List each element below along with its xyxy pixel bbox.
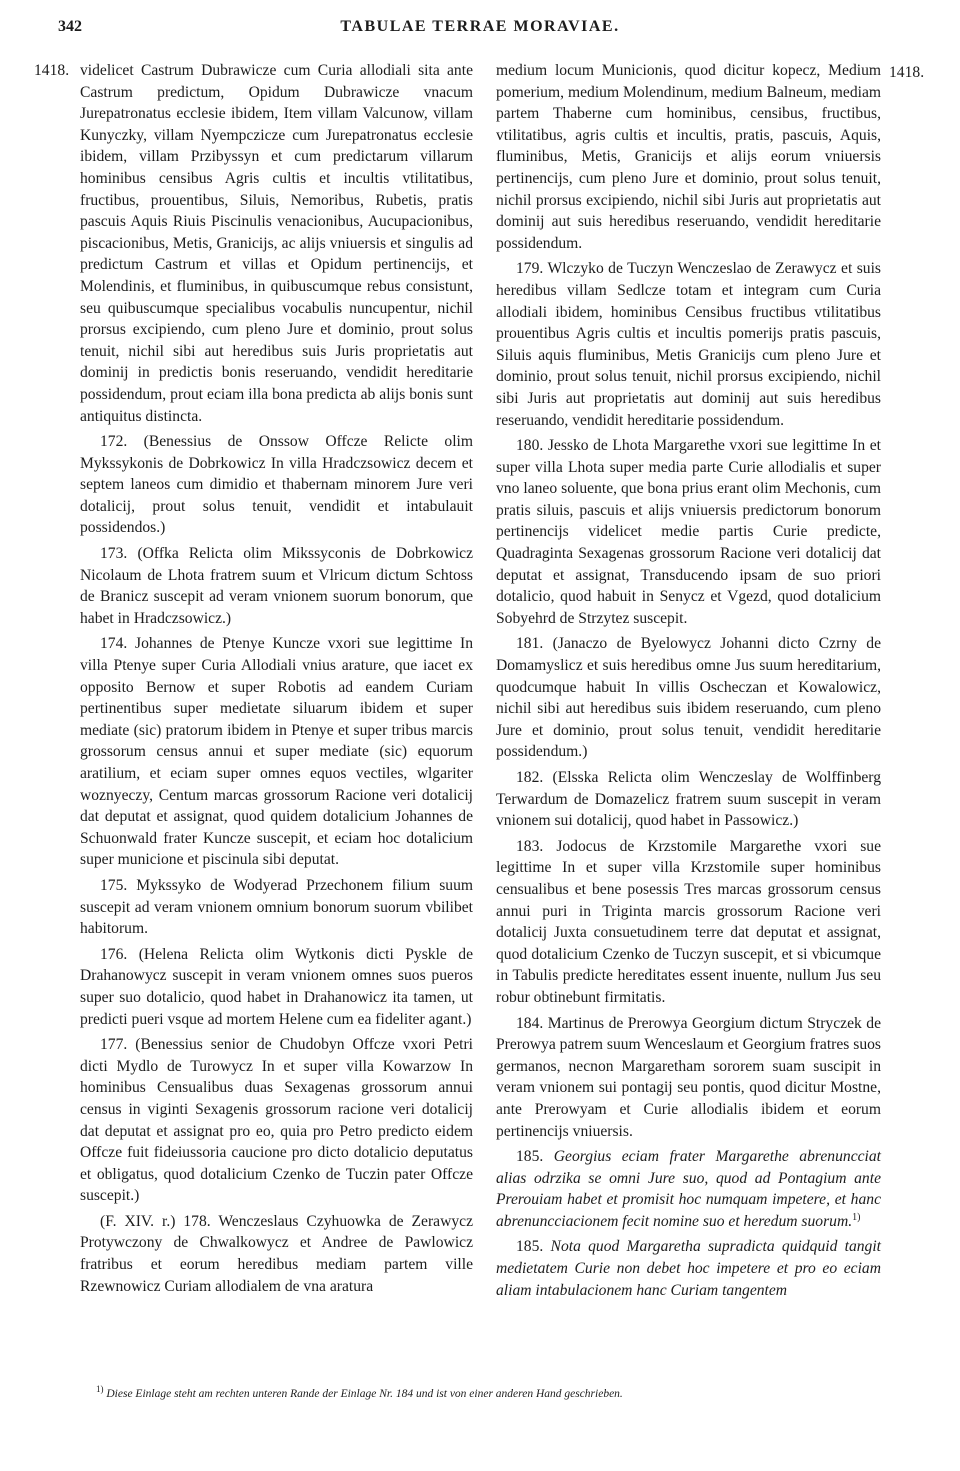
entry-184: 184. Martinus de Prerowya Georgium dictum Stryczek de Prerowya patrem suum Wenceslaum et Georgium fratres suos germanos, necnon Margaretham sororem suam suscipit in veram vnionem sui pontagij seu pontis, quod dicitur Mostne, ante Prerowyam et Curie allodialis ibidem et eorum pertinencijs vniuersis. xyxy=(496,1014,881,1140)
footnote-marker: 1) xyxy=(96,1384,104,1394)
entry-continuation-left: videlicet Castrum Dubrawicze cum Curia allodiali sita ante Castrum predictum, Opidum Dubrawicze vnacum Jurepatronatus ecclesie ibidem, Item villam Valcunow, villam Kunyczky, villam Nyempczicze cum Jurepatronatus ecclesie ibidem, villam Przibyssyn et cum predictarum villarum hominibus censibus Agris cultis et incultis vtilitatibus, fructibus, prouentibus, Siluis, Nemoribus, Rubetis, pratis pascuis Aquis Riuis Piscinulis venacionibus, Aucupacionibus, piscacionibus, Metis, Granicijs, ac alijs vniuersis et singulis ad predictum Castrum et villas et Opidum pertinencijs, et Molendinis, et fluminibus, in quibuscumque rebus consistunt, seu quibuscumque specialibus vocabulis nuncupentur, nichil prorsus excipiendo, cum pleno Jure et dominio, prout solus tenuit, nichil sibi aut heredibus suis Juris proprietatis aut dominij in predictis bonis reseruando, vendidit hereditarie possidendum, prout eciam illa bona predicta ab alijs bonis sunt antiquitus distincta. xyxy=(80,62,473,425)
running-title: TABULAE TERRAE MORAVIAE. xyxy=(340,18,620,35)
entry-175: 175. Mykssyko de Wodyerad Przechonem filium suum suscepit ad veram vnionem omnium bonorum suorum vbilibet habitorum. xyxy=(80,876,473,938)
entry-182: 182. (Elsska Relicta olim Wenczeslay de Wolffinberg Terwardum de Domazelicz fratrem suum suscepit in veram vnionem sui dotalicij, quod habet in Passowicz.) xyxy=(496,769,881,830)
entry-185-insert xyxy=(496,1146,881,1232)
footnote-text: Diese Einlage steht am rechten unteren Rande der Einlage Nr. 184 und ist von einer anderen Hand geschrieben. xyxy=(106,1387,623,1400)
entry-185-note-number: 185. xyxy=(516,1238,544,1256)
entry-180: 180. Jessko de Lhota Margarethe vxori sue legittime In et super villa Lhota super media parte Curie allodialis et super vno laneo soluente, que bona prius erant olim Mechonis, cum pratis siluis, pascuis et alijs vniuersis predictorum bonorum pertinencijs videlicet medie partis Curie predicte, Quadraginta Sexagenas grossorum Racione veri dotalicij dat deputat et assignat, Transducendo ipsam de suo priori dotalicio, quod habuit in Senycz et Vgezd, quod dotalicium Sobyehrd de Strzytez suscepit. xyxy=(496,437,881,627)
margin-year-right: 1418. xyxy=(889,64,925,81)
entry-172: 172. (Benessius de Onssow Offcze Relicte olim Mykssykonis de Dobrkowicz In villa Hradczsowicz decem et septem laneos cum dimidio et thabernam minorem Jure veri dotalicij, prout solus tenuit, vendidit et intabulauit possidendos.) xyxy=(80,433,473,537)
entry-178: (F. XIV. r.) 178. Wenczeslaus Czyhuowka de Zerawycz Protywczony de Chwalkowycz et Andree de Pawlowicz fratribus et eorum heredibus mediam partem ville Rzewnowicz Curiam allodialem de vna aratura xyxy=(80,1212,473,1295)
left-column xyxy=(80,60,473,1297)
right-column xyxy=(496,60,881,1301)
footnote-reference: 1) xyxy=(852,1211,861,1223)
entry-179: 179. Wlczyko de Tuczyn Wenczeslao de Zerawycz et suis heredibus villam Sedlcze totam et integram cum Curia allodiali ibidem, hominibus Censibus fructibus vtilitatibus prouentibus Agris cultis et incultis pomerijs pratis pascuis, Siluis aquis fluminibus, Metis Granicijs cum pleno Jure et dominio, prout solus tenuit, nichil prorsus excipiendo, nichil sibi Juris aut proprietatis aut dominij aut suis heredibus reseruando, vendidit hereditarie possidendum. xyxy=(496,260,881,429)
margin-year-left: 1418. xyxy=(34,62,70,79)
entry-185-text: Georgius eciam frater Margarethe abrenuncciat alias odrzika se omni Jure suo, quod ad Pontagium ante Prerouiam habet et promisit hoc numquam impetere, et hanc abrenuncciacionem fecit nomine suo et heredum suorum. xyxy=(496,1148,882,1230)
entry-176: 176. (Helena Relicta olim Wytkonis dicti Pyskle de Drahanowycz suscepit in veram vnionem omnes suos pueros super suo dotalicio, quod habet in Drahanowicz ita tamen, ut predicti pueri vsque ad mortem Helene cum ea fideliter agant.) xyxy=(80,945,473,1028)
entry-181: 181. (Janaczo de Byelowycz Johanni dicto Czrny de Domamyslicz et suis heredibus omne Jus suum hereditarium, quodcumque habuit In villis Oscheczan et Kowalowicz, nichil sibi aut heredibus suis ibidem reseruando, cum pleno Jure et dominio, prout solus tenuit, vendidit hereditarie possidendum.) xyxy=(496,635,881,761)
entry-185-number: 185. xyxy=(516,1148,544,1166)
entry-177: 177. (Benessius senior de Chudobyn Offcze vxori Petri dicti Mydlo de Turowycz In et super villa Kowarzow In hominibus Censualibus duas Sexagenas grossorum annui census in viginti Sexagenis grossorum racione veri dotalicij dat deputat et assignat pro eo, quia pro Petro predicto eidem Offcze fuit fideiussoria caucione pro dicto dotalicio deputatus et obligatus, quod dotalicium Czenko de Tuczin pater Offcze suscepit.) xyxy=(80,1036,473,1205)
entry-continuation-right: medium locum Municionis, quod dicitur kopecz, Medium pomerium, medium Molendinum, medium Balneum, mediam partem Thaberne cum hominibus, censibus, fructibus, vtilitatibus, agris cultis et incultis, pratis, pascuis, Aquis, fluminibus, Metis, Granicijs et alijs eorum vniuersis pertinencijs, cum pleno Jure et dominio, prout solus tenuit, nichil prorsus excipiendo, nichil sibi Juris aut proprietatis aut dominij aut suis heredibus reseruando, vendidit hereditarie possidendum. xyxy=(496,62,881,252)
page-header xyxy=(0,18,960,42)
footnote xyxy=(96,1384,916,1400)
entry-173: 173. (Offka Relicta olim Mikssyconis de Dobrkowicz Nicolaum de Lhota fratrem suum et Vlricum dictum Schtoss de Branicz suscepit ad veram vnionem suorum bonorum, que habet in Hradczsowicz.) xyxy=(80,545,473,627)
entry-185-note xyxy=(496,1236,881,1301)
page-number: 342 xyxy=(58,18,82,35)
entry-185-note-text: Nota quod Margaretha supradicta quidquid tangit medietatem Curie non debet hoc impetere et pro eo eciam aliam intabulacionem hanc Curiam tangentem xyxy=(496,1238,881,1299)
entry-183: 183. Jodocus de Krzstomile Margarethe vxori sue legittime In et super villa Krzstomile super hominibus censualibus et bene posessis Tres marcas grossorum census annui puri in Triginta marcis grossorum Racione veri dotalicij Juxta consuetudinem terre dat deputat et assignat, quod dotalicium Czenko de Tuczyn suscepit, et si vbicumque in Tabulis predicte hereditates essent inuente, nullum Jus seu robur obtinebunt firmitatis. xyxy=(496,837,881,1006)
entry-174: 174. Johannes de Ptenye Kuncze vxori sue legittime In villa Ptenye super Curia Allodiali vnius arature, que iacet ex opposito Bernow et super Robotis ad eandem Curiam pertinentibus super medietate siluarum ibidem et super mediate (sic) pratorum ibidem in Ptenye et super tribus marcis grossorum census annui et super mediate (sic) equorum aratilium, et eciam super omnes equos vectiles, wlgariter woznyeczy, Centum marcas grossorum Racione veri dotalicij dat deputat et assignat, quod quidem dotalicium Johannes de Schuonwald frater Kuncze suscepit, et eciam hoc dotalicium super municione et piscinula sibi deputat. xyxy=(80,635,473,869)
